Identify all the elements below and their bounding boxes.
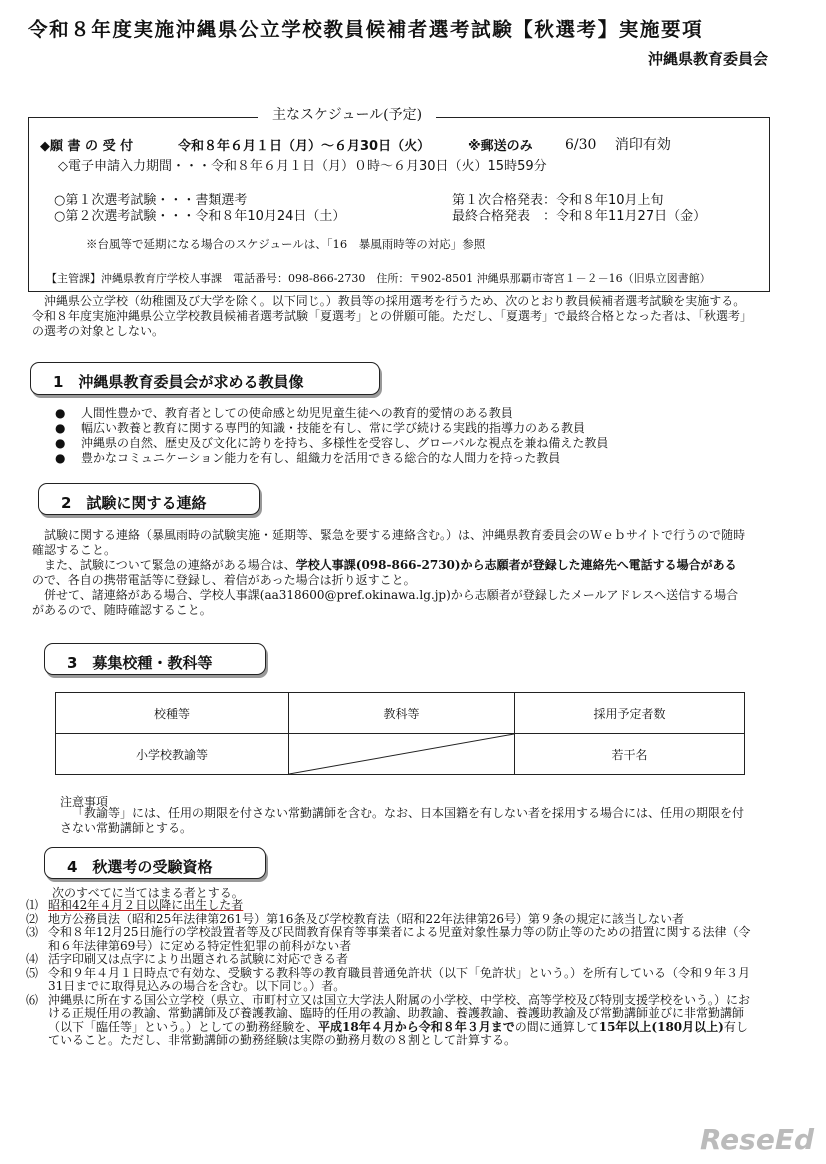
document-title: 令和８年度実施沖縄県公立学校教員候補者選考試験【秋選考】実施要項 bbox=[28, 18, 704, 41]
final-result: 最終合格発表 ：令和８年11月27日（金） bbox=[452, 209, 707, 224]
bullet-icon: ● bbox=[55, 421, 66, 435]
intro-paragraph: 沖縄県公立学校（幼稚園及び大学を除く。以下同じ。）教員等の採用選考を行うため、次のとおり教員候補者選考試験を実施する。令和８年度実施沖縄県公立学校教員候補者選考試験「夏選考」との併願可能。ただし、「夏選考」で最終合格となった者は、「秋選考」の選考の対象としない。 bbox=[32, 294, 747, 338]
list-item: ⑹ 沖縄県に所在する国公立学校（県立、市町村立又は国立大学法人附属の小学校、中学校、高等学校及び特別支援学校をいう。）における正規任用の教諭、常勤講師及び養護教諭、臨時的任用の教諭、助教諭、養護教諭、養護助教諭及び常勤講師並びに非常勤講師（以下「臨任等」という。）としての勤務経験を、平成18年４月から令和８年３月までの間に通算して15年以上(180月以上)有していること。ただし、非常勤講師の勤務経験は実際の勤務月数の８割として計算する。 bbox=[26, 992, 751, 1047]
list-item: ⑵ 地方公務員法（昭和25年法律第261号）第16条及び学校教育法（昭和22年法律第26号）第９条の規定に該当しない者 bbox=[26, 911, 684, 926]
application-label: ◆願 書 の 受 付 bbox=[40, 139, 134, 154]
table-cell-planned-number: 若干名 bbox=[515, 734, 745, 775]
section3-heading: 3 募集校種・教科等 bbox=[44, 643, 266, 675]
section2-heading: 2 試験に関する連絡 bbox=[38, 483, 260, 515]
note-text: 「教諭等」には、任用の期限を付さない常勤講師を含む。なお、日本国籍を有しない者を採用する場合には、任用の期限を付さない常勤講師とする。 bbox=[60, 806, 745, 835]
list-item: ⑶ 令和８年12月25日施行の学校設置者等及び民間教育保育等事業者による児童対象性暴力等の防止等のための措置に関する法律（令和６年法律第69号）に定める特定性犯罪の前科がない者 bbox=[26, 925, 751, 953]
eligibility-list bbox=[26, 899, 756, 1048]
contact-info: 【主管課】沖縄県教育庁学校人事課 電話番号：098-866-2730 住所：〒902-8501 沖縄県那覇市寄宮１－２－16（旧県立図書館） bbox=[46, 272, 711, 285]
contact-paragraph-1: 試験に関する連絡（暴風雨時の試験実施・延期等、緊急を要する連絡含む。）は、沖縄県教育委員会のＷｅｂサイトで行うので随時確認すること。 bbox=[32, 528, 746, 557]
section1-heading: 1 沖縄県教育委員会が求める教員像 bbox=[30, 362, 380, 395]
table-header: 採用予定者数 bbox=[515, 693, 745, 734]
list-item: ⑴ 昭和42年４月２日以降に出生した者 bbox=[26, 898, 244, 912]
application-postmark: 6/30 消印有効 bbox=[565, 137, 671, 153]
list-item: ⑸ 令和９年４月１日時点で有効な、受験する教科等の教育職員普通免許状（以下「免許状」という。）を所有している（令和９年３月31日までに取得見込みの場合を含む。以下同じ。）者。 bbox=[26, 965, 751, 993]
table-header-row bbox=[56, 693, 745, 734]
contact-paragraph-2: また、試験について緊急の連絡がある場合は、学校人事課(098-866-2730)から志願者が登録した連絡先へ電話する場合があるので、各自の携帯電話等に登録し、着信があった場合は折り返すこと。 bbox=[32, 558, 737, 587]
table-header: 校種等 bbox=[56, 693, 289, 734]
bullet-icon: ● bbox=[55, 451, 66, 465]
list-item: ● 豊かなコミュニケーション能力を有し、組織力を活用できる総合的な人間力を持った教員 bbox=[55, 451, 561, 465]
typhoon-note: ※台風等で延期になる場合のスケジュールは、「16 暴風雨時等の対応」参照 bbox=[86, 237, 486, 251]
section4-heading: 4 秋選考の受験資格 bbox=[44, 847, 266, 879]
organization-name: 沖縄県教育委員会 bbox=[647, 50, 768, 68]
table-row bbox=[56, 734, 745, 775]
schedule-heading: 主なスケジュール(予定) bbox=[258, 104, 436, 124]
table-header: 教科等 bbox=[289, 693, 515, 734]
watermark-logo: ReseEd bbox=[700, 1123, 814, 1156]
contact-section-text bbox=[32, 528, 748, 618]
list-item: ● 幅広い教養と教育に関する専門的知識・技能を有し、常に学び続ける実践的指導力のある教員 bbox=[55, 421, 586, 435]
table-cell-school-type: 小学校教諭等 bbox=[56, 734, 289, 775]
application-period: 令和８年６月１日（月）～６月30日（火） bbox=[178, 139, 431, 154]
application-mail-note: ※郵送のみ bbox=[468, 139, 533, 154]
table-cell-subject bbox=[289, 734, 515, 775]
eligibility-lead: 次のすべてに当てはまる者とする。 bbox=[52, 886, 244, 900]
list-item: ⑷ 活字印刷又は点字により出題される試験に対応できる者 bbox=[26, 952, 349, 966]
teacher-ideal-list bbox=[55, 406, 608, 466]
diagonal-line bbox=[289, 734, 514, 774]
e-application-period: ◇電子申請入力期間・・・令和８年６月１日（月）０時～６月30日（火）15時59分 bbox=[58, 159, 547, 174]
list-item: ● 人間性豊かで、教育者としての使命感と幼児児童生徒への教育的愛情のある教員 bbox=[55, 406, 513, 420]
contact-paragraph-3: 併せて、諸連絡がある場合、学校人事課(aa318600@pref.okinawa.lg.jp)から志願者が登録したメールアドレスへ送信する場合があるので、随時確認すること。 bbox=[32, 588, 739, 617]
bullet-icon: ● bbox=[55, 436, 66, 450]
first-exam: ○第１次選考試験・・・書類選考 bbox=[54, 193, 248, 208]
bullet-icon: ● bbox=[55, 406, 66, 420]
list-item: ● 沖縄県の自然、歴史及び文化に誇りを持ち、多様性を受容し、グローバルな視点を兼ね備えた教員 bbox=[55, 436, 609, 450]
second-exam: ○第２次選考試験・・・令和８年10月24日（土） bbox=[54, 209, 346, 224]
recruitment-table bbox=[55, 692, 745, 775]
first-result: 第１次合格発表：令和８年10月上旬 bbox=[452, 193, 664, 208]
note-title: 注意事項 bbox=[60, 795, 109, 809]
